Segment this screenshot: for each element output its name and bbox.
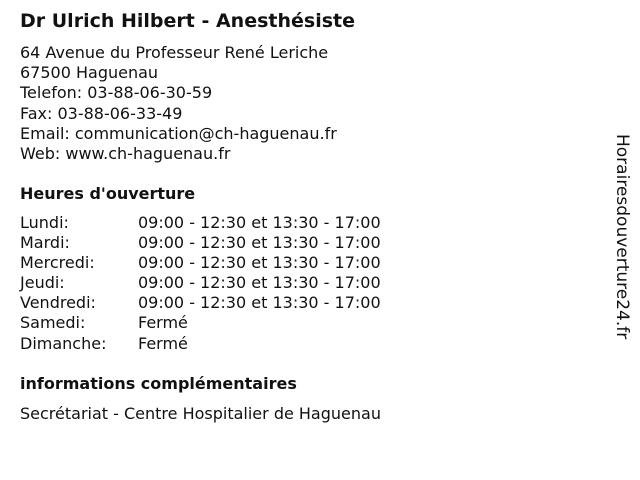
day-label: Vendredi:: [20, 293, 96, 313]
address-line-city: 67500 Haguenau: [20, 63, 159, 83]
day-label: Samedi:: [20, 313, 86, 333]
day-label: Mardi:: [20, 233, 70, 253]
day-label: Lundi:: [20, 213, 69, 232]
contact-block: [20, 43, 337, 164]
phone-number: Telefon: 03-88-06-30-59: [20, 83, 213, 103]
fax-number: Fax: 03-88-06-33-49: [20, 103, 183, 123]
time-value: 09:00 - 12:30 et 13:30 - 17:00: [138, 273, 381, 293]
time-value: 09:00 - 12:30 et 13:30 - 17:00: [138, 233, 381, 253]
page-title: Dr Ulrich Hilbert - Anesthésiste: [20, 10, 355, 32]
site-watermark: Horairesdouverture24.fr: [612, 134, 632, 340]
time-value: Fermé: [138, 333, 188, 353]
time-value: 09:00 - 12:30 et 13:30 - 17:00: [138, 293, 381, 313]
additional-info-heading: informations complémentaires: [20, 374, 297, 393]
day-label: Mercredi:: [20, 253, 95, 273]
email-address: Email: communication@ch-haguenau.fr: [20, 123, 337, 143]
time-value: 09:00 - 12:30 et 13:30 - 17:00: [138, 213, 381, 232]
time-value: 09:00 - 12:30 et 13:30 - 17:00: [138, 253, 381, 273]
address-line-street: 64 Avenue du Professeur René Leriche: [20, 43, 329, 62]
opening-hours-heading: Heures d'ouverture: [20, 184, 196, 203]
day-label: Jeudi:: [20, 273, 65, 293]
additional-info-text: Secrétariat - Centre Hospitalier de Haguenau: [20, 404, 381, 423]
website-address: Web: www.ch-haguenau.fr: [20, 144, 231, 164]
day-label: Dimanche:: [20, 333, 107, 353]
time-value: Fermé: [138, 313, 188, 333]
